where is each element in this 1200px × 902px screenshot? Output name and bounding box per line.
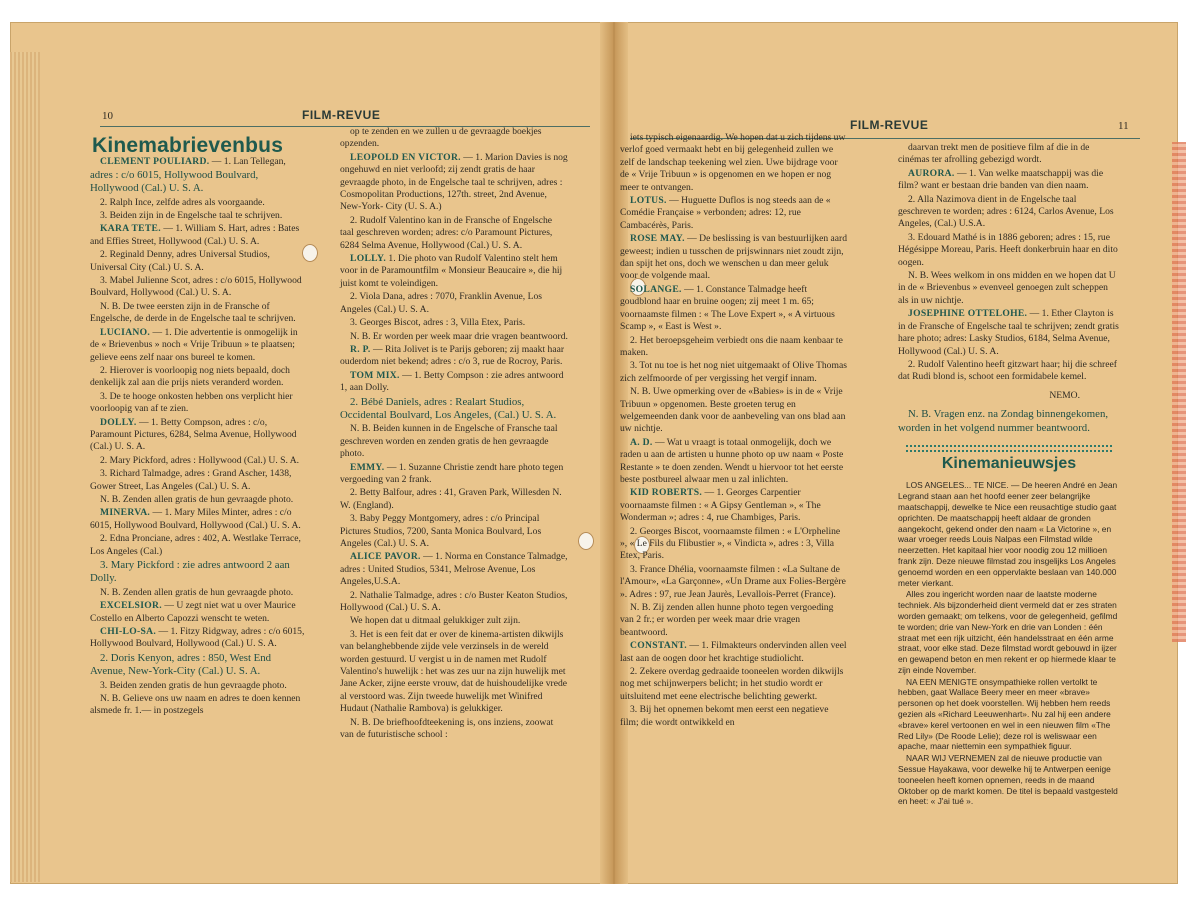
entry-text: 3. Richard Talmadge, adres : Grand Ascher, 1438, Gower Street, Las Angeles (Cal.) U. S. A. <box>90 468 292 492</box>
letter-entry <box>90 365 308 390</box>
column-1 <box>90 134 308 719</box>
entry-text: — 1. Suzanne Christie zendt hare photo tegen vergoeding van 2 frank. <box>340 461 564 485</box>
entry-text: 2. Rudolf Valentino kan in de Fransche of Engelsche taal geschreven worden; adres: c/o Paramount Pictures, 6284 Selma Avenue, Hollywood (Cal.) U. S. A. <box>340 214 553 251</box>
page-edge-stain <box>1172 142 1186 642</box>
correspondent-name: MINERVA. <box>100 507 151 519</box>
entry-text: 2. Betty Balfour, adres : 41, Graven Park, Willesden N. W. (England). <box>340 487 562 511</box>
section-title: Kinemanieuwsjes <box>941 454 1077 472</box>
letter-entry <box>90 693 308 718</box>
entry-text: N. B. Zenden allen gratis de hun gevraagde photo. <box>100 493 294 505</box>
letter-entry <box>620 233 848 283</box>
letter-entry <box>620 640 848 665</box>
correspondent-name: LOLLY. <box>350 253 387 265</box>
letter-entry <box>620 195 848 232</box>
entry-text: 3. Het is een feit dat er over de kinema-artisten dikwijls van belanghebbende zijde vele verzinsels in de wereld worden gestuurd. U vergist u in de namen met Rudolf Valentino's huwelijk : het was zes uur na zijn huwelijk met Jane Acker, zijne eerste vrouw, dat de huishoudelijke vrede al verstoord was. Zijn tweede huwelijk met Winifred Hudaut (Nathalie Rambova) is gelukkiger. <box>340 628 568 715</box>
letter-entry <box>340 551 568 588</box>
column-3 <box>620 132 848 730</box>
entry-text: op te zenden en we zullen u de gevraagde boekjes opzenden. <box>340 126 542 150</box>
letter-entry <box>620 132 848 194</box>
news-item: LOS ANGELES... TE NICE. — De heeren André en Jean Legrand staan aan het hoofd eener zeer belangrijke maatschappij, dewelke te Nice een reusachtige studio gaat oprichten. De maatschappij heeft aldaar de gronden aangekocht, gekend onder den naam « La Victorine », en waar vroeger reeds Louis Nalpas een Filmstad wilde neerzetten. Het kapitaal hier voor noodig zou 12 millioen frank zijn. Deze nieuwe filmstad zou insgelijks Los Angeles genoemd worden en een oppervlakte beslaan van 140.000 meter vierkant. <box>898 480 1118 588</box>
correspondent-name: KARA TETE. <box>100 223 161 235</box>
entry-text: — 1. Betty Compson, adres : c/o, Paramount Pictures, 6284, Selma Avenue, Hollywood (Cal.) U. S. A. <box>90 416 297 453</box>
letter-entry <box>90 600 308 625</box>
letter-entry <box>90 391 308 416</box>
letter-entry <box>620 437 848 487</box>
letter-entry <box>90 301 308 326</box>
letter-entry <box>620 602 848 639</box>
correspondent-name: ALICE PAVOR. <box>350 551 421 563</box>
signoff: NEMO. <box>1049 389 1080 401</box>
letter-entry <box>620 666 848 703</box>
entry-text: 2. Georges Biscot, voornaamste filmen : « L'Orpheline », « Le Fils du Flibustier », « Vindicta », adres : 3, Villa Etex, Paris. <box>620 525 841 562</box>
entry-text: 2. Viola Dana, adres : 7070, Franklin Avenue, Los Angeles (Cal.) U. S. A. <box>340 291 542 315</box>
entry-text: 1. Die photo van Rudolf Valentino stelt hem voor in de Paramountfilm « Monsieur Beaucaire », die hij juist komt te voleindigen. <box>340 253 563 289</box>
letter-entry <box>620 284 848 334</box>
correspondent-name: CHI-LO-SA. <box>100 626 157 638</box>
letter-entry <box>90 507 308 532</box>
column-4 <box>898 142 1120 808</box>
correspondent-name: R. P. <box>350 343 371 355</box>
news-item: NA EEN MENIGTE onsympathieke rollen vertolkt te hebben, gaat Wallace Beery meer en meer «brave» personen op het doek voorstellen. Wij hebben hem reeds gezien als «Richard Leeuwenhart». Nu zal hij een andere «brave» kerel vertoonen en wel in een nieuwen film «The Red Lily» (De Roode Lelie); deze rol is weliswaar een apache, maar niettemin een sympathiek figuur. <box>898 676 1111 752</box>
entry-text: 2. Edna Pronciane, adres : 402, A. Westlake Terrace, Los Angeles (Cal.) <box>90 533 301 557</box>
news-column <box>898 480 1120 807</box>
letter-entry <box>898 232 1120 269</box>
page-number-left: 10 <box>102 110 113 122</box>
letter-entry <box>90 533 308 558</box>
letter-entry <box>90 210 308 222</box>
entry-text: 2. Het beroepsgeheim verbiedt ons die naam kenbaar te maken. <box>620 334 843 358</box>
entry-text: iets typisch eigenaardig. We hopen dat u zich tijdens uw verlof goed vermaakt hebt en bij gelegenheid zullen we zelf de landschap teekening wel zien. Uwe bijdrage voor de « Vrije Tribuun » is opgenomen en we hopen er nog meer te ontvangen. <box>620 132 846 193</box>
letter-entry <box>340 344 568 369</box>
entry-text: N. B. Zij zenden allen hunne photo tegen vergoeding van 2 fr.; er worden per week maar drie vragen beantwoord. <box>620 602 834 638</box>
entry-text: 2. Reginald Denny, adres Universal Studios, Universal City (Cal.) U. S. A. <box>90 249 270 273</box>
letter-entry <box>90 587 308 599</box>
news-item: Alles zou ingericht worden naar de laatste moderne techniek. Als bijzonderheid dient vermeld dat er zes straten worden gemaakt; om telkens, voor de gelegenheid, gefilmd te worden; drie van New-York en drie van Londen : één straat met een rijk uitzicht, één handelsstraat en één arme straat, voor elke stad. Deze filmstad wordt gebouwd in ijzer en gewapend beton en men rekent er op hiermede klaar te zijn einde November. <box>898 589 1118 675</box>
masthead: Kinemabrievenbus <box>92 134 284 157</box>
entry-text: 3. Beiden zenden gratis de hun gevraagde photo. <box>100 679 287 691</box>
entry-text: 2. Mary Pickford, adres : Hollywood (Cal.) U. S. A. <box>100 454 300 466</box>
entry-text: N. B. Zenden allen gratis de hun gevraagde photo. <box>100 586 294 598</box>
letter-entry <box>898 308 1120 358</box>
entry-text: N. B. De twee eersten zijn in de Fransche of Engelsche, de derde in de Engelsche taal te schrijven. <box>90 300 296 325</box>
entry-text: — 1. William S. Hart, adres : Bates and Effies Street, Hollywood (Cal.) U. S. A. <box>90 223 300 247</box>
news-item: NAAR WIJ VERNEMEN zal de nieuwe productie van Sessue Hayakawa, voor dewelke hij te Antwerpen eenige tooneelen heeft komen opnemen, reeds in de maand Oktober op de markt komen. De titel is bepaald vastgesteld en heet: « J'ai tué ». <box>898 753 1118 807</box>
letter-entry <box>340 615 568 627</box>
letter-entry <box>898 142 1120 167</box>
letter-entry <box>620 386 848 436</box>
correspondent-name: LUCIANO. <box>100 326 151 338</box>
entry-text: 3. Tot nu toe is het nog niet uitgemaakt of Olive Thomas zich zelfmoorde of per vergissing het vergif innam. <box>620 360 847 384</box>
letter-entry <box>90 468 308 493</box>
column-4-entries <box>898 142 1120 384</box>
highlighted-address: 3. Mary Pickford : zie adres antwoord 2 aan Dolly. <box>90 559 290 585</box>
entry-text: — 1. Filmakteurs ondervinden allen veel last aan de oogen door het krachtige studiolicht. <box>620 640 847 664</box>
highlighted-address: 2. Doris Kenyon, adres : 850, West End Avenue, New-York-City (Cal.) U. S. A. <box>90 651 272 678</box>
entry-text: 3. Mabel Julienne Scot, adres : c/o 6015, Hollywood Boulvard, Hollywood (Cal.) U. S. A. <box>90 275 302 299</box>
entry-text: — 1. Fitzy Ridgway, adres : c/o 6015, Hollywood Boulvard, Hollywood (Cal.) U. S. A. <box>90 626 305 650</box>
letter-entry <box>340 462 568 487</box>
letter-entry <box>898 270 1120 307</box>
entry-text: 3. Baby Peggy Montgomery, adres : c/o Principal Pictures Studios, 7200, Santa Monica Boulvard, Los Angeles (Cal.) U. S. A. <box>340 513 542 549</box>
letter-entry <box>340 370 568 395</box>
entry-text: 2. Rudolf Valentino heeft gitzwart haar; hij die schreef dat Rudi blond is, schoot een formidabele kemel. <box>898 358 1117 383</box>
correspondent-name: JOSEPHINE OTTELOHE. <box>908 308 1028 320</box>
letter-entry <box>340 253 568 290</box>
letter-entry <box>90 156 308 195</box>
correspondent-name: EXCELSIOR. <box>100 600 162 612</box>
entry-text: daarvan trekt men de positieve film af die in de cinémas ter afrolling gebezigd wordt. <box>898 142 1090 166</box>
letter-entry <box>90 223 308 248</box>
letter-entry <box>340 396 568 423</box>
letter-entry <box>898 194 1120 231</box>
letter-entry <box>90 652 308 679</box>
entry-text: 2. Hierover is voorloopig nog niets bepaald, doch denkelijk zal aan die prijs niets veranderd worden. <box>90 364 290 389</box>
correspondent-name: TOM MIX. <box>350 369 400 381</box>
letter-entry <box>620 704 848 729</box>
letter-entry <box>90 275 308 300</box>
entry-text: 2. Alla Nazimova dient in de Engelsche taal geschreven te worden; adres : 6124, Carlos Avenue, Los Angeles, (Cal.) U.S.A. <box>898 193 1114 230</box>
entry-text: 3. France Dhélia, voornaamste filmen : «La Sultane de l'Amour», «La Garçonne», «Un Drame aux Folies-Bergère ». Adres : 97, rue Jean Jaurès, Levallois-Perret (France). <box>620 563 846 600</box>
entry-text: — De beslissing is van bestuurlijken aard geweest; indien u tusschen de prijswinnars niet zoudt zijn, dan spijt het ons, doch we wenschen u dan meer geluk voor de volgende maal. <box>620 233 848 282</box>
correspondent-name: DOLLY. <box>100 416 137 428</box>
letter-entry <box>620 335 848 360</box>
entry-text: 3. Beiden zijn in de Engelsche taal te schrijven. <box>100 210 283 222</box>
letter-entry <box>340 215 568 252</box>
letter-entry <box>90 327 308 364</box>
letter-entry <box>90 417 308 454</box>
correspondent-name: AURORA. <box>908 167 955 179</box>
letter-entry <box>340 152 568 214</box>
highlighted-address: adres : c/o 6015, Hollywood Boulvard, Hollywood (Cal.) U. S. A. <box>90 168 259 195</box>
letter-entry <box>90 249 308 274</box>
entry-text: — 1. Marion Davies is nog ongehuwd en niet verloofd; zij zendt gratis de haar gevraagde photo, in de Engelsche taal te schrijven, adres : Cosmopolitan Productions, 127th. street, 2nd Avenue, New-York- City (U. S. A.) <box>340 151 568 213</box>
letter-entry <box>898 168 1120 193</box>
letter-entry <box>340 317 568 329</box>
entry-text: — 1. Georges Carpentier voornaamste filmen : « A Gipsy Gentleman », « The Wonderman »; adres : 4, rue Chambiges, Paris. <box>620 487 821 524</box>
correspondent-name: LOTUS. <box>630 195 667 207</box>
entry-text: — 1. Constance Talmadge heeft goudblond haar en bruine oogen; zij meet 1 m. 65; voornaamste filmen : « The Love Expert », « A virtuous Scamp », « East is West ». <box>620 283 835 333</box>
entry-text: — 1. Ether Clayton is in de Fransche of Engelsche taal te schrijven; zendt gratis hare photo; adres: Lasky Studios, 6184, Selma Avenue, Hollywood (Cal.) U. S. A. <box>898 308 1119 357</box>
entry-text: — 1. Norma en Constance Talmadge, adres : United Studios, 5341, Melrose Avenue, Los Angeles,U.S.A. <box>340 551 568 588</box>
entry-text: N. B. Er worden per week maar drie vragen beantwoord. <box>350 330 568 342</box>
entry-text: N. B. De briefhoofdteekening is, ons inziens, zoowat van de futuristische school : <box>340 716 554 741</box>
letter-entry <box>340 513 568 550</box>
letter-entry <box>898 359 1120 384</box>
letter-entry <box>90 455 308 467</box>
entry-text: 2. Ralph Ince, zelfde adres als voorgaande. <box>100 196 265 208</box>
letter-entry <box>340 331 568 343</box>
correspondent-name: EMMY. <box>350 461 385 473</box>
punch-hole <box>578 532 594 550</box>
closing-note: N. B. Vragen enz. na Zondag binnengekomen, worden in het volgend nummer beantwoord. <box>898 408 1109 434</box>
entry-text: 3. De te hooge onkosten hebben ons verplicht hier voorloopig van af te zien. <box>90 390 293 415</box>
entry-text: — 1. Lan Tellegan, <box>209 156 286 168</box>
running-head-left: FILM-REVUE <box>302 108 381 122</box>
letter-entry <box>340 717 568 742</box>
letter-entry <box>90 626 308 651</box>
entry-text: 2. Nathalie Talmadge, adres : c/o Buster Keaton Studios, Hollywood (Cal.) U. S. A. <box>340 589 568 614</box>
entry-text: 2. Zekere overdag gedraaide tooneelen worden dikwijls nog met schijnwerpers belicht; in het studio wordt er uitsluitend met eene electrische belichting gewerkt. <box>620 666 844 702</box>
correspondent-name: LEOPOLD EN VICTOR. <box>350 151 461 163</box>
magazine-spread <box>10 22 1178 884</box>
entry-text: — 1. Die advertentie is onmogelijk in de « Brievenbus » noch « Vrije Tribuun » te plaatsen; gelieve eens zelf naar ons bureel te komen. <box>90 326 298 363</box>
entry-text: N. B. Beiden kunnen in de Engelsche of Fransche taal geschreven worden en zenden gratis de hen gevraagde photo. <box>340 423 558 460</box>
correspondent-name: A. D. <box>630 436 653 448</box>
letter-entry <box>90 494 308 506</box>
entry-text: — 1. Betty Compson : zie adres antwoord 1, aan Dolly. <box>340 369 564 394</box>
letter-entry <box>340 629 568 716</box>
entry-text: — Rita Jolivet is te Parijs geboren; zij maakt haar ouderdom niet bekend; adres : c/o 3, rue de Rocroy, Paris. <box>340 343 565 368</box>
entry-text: 3. Bij het opnemen bekomt men eerst een negatieve film; die wordt ontwikkeld en <box>620 704 829 728</box>
letter-entry <box>620 564 848 601</box>
entry-text: — Huguette Duflos is nog steeds aan de « Comédie Française » verbonden; adres: 12, rue Cambacérès, Paris. <box>620 195 831 231</box>
entry-text: — 1. Mary Miles Minter, adres : c/o 6015, Hollywood Boulvard, Hollywood (Cal.) U. S. A. <box>90 507 301 531</box>
ornament-divider <box>906 445 1112 452</box>
correspondent-name: CONSTANT. <box>630 640 687 652</box>
letter-entry <box>340 590 568 615</box>
page-number-right: 11 <box>1118 120 1129 132</box>
entry-text: — 1. Van welke maatschappij was die film? want er bestaan drie banden van dien naam. <box>898 167 1104 192</box>
letter-entry <box>620 487 848 524</box>
correspondent-name: CLEMENT POULIARD. <box>100 156 210 168</box>
entry-text: N. B. Uwe opmerking over de «Babies» is in de « Vrije Tribuun » opgenomen. Beste groeten terug en welgemeenden dank voor de aanbeveling van ons blad aan uw nichtje. <box>620 386 846 435</box>
correspondent-name: ROSE MAY. <box>630 233 685 245</box>
letter-entry <box>90 680 308 692</box>
letter-entry <box>340 291 568 316</box>
highlighted-address: 2. Bébé Daniels, adres : Realart Studios, Occidental Boulvard, Los Angeles, (Cal.) U. S. A. <box>340 395 557 421</box>
entry-text: 3. Georges Biscot, adres : 3, Villa Etex, Paris. <box>350 317 526 329</box>
letter-entry <box>90 559 308 586</box>
letter-entry <box>340 487 568 512</box>
letter-entry <box>340 423 568 460</box>
entry-text: — Wat u vraagt is totaal onmogelijk, doch we raden u aan de artisten u hunne photo op uw naam « Poste Restante » te doen zenden. Wendt u hiervoor tot het eerste beste postbureel alwaar men u zal inlichten. <box>620 436 844 485</box>
stacked-page-edges <box>10 52 40 882</box>
running-head-right: FILM-REVUE <box>850 118 929 132</box>
letter-entry <box>620 526 848 563</box>
entry-text: — U zegt niet wat u over Maurice Costello en Alberto Capozzi wenscht te weten. <box>90 600 296 624</box>
correspondent-name: SOLANGE. <box>630 283 682 295</box>
letter-entry <box>340 126 568 151</box>
entry-text: N. B. Wees welkom in ons midden en we hopen dat U in de « Brievenbus » evenveel genoegen zult scheppen als in uw nichtje. <box>898 270 1116 306</box>
entry-text: N. B. Gelieve ons uw naam en adres te doen kennen alsmede fr. 1.— in postzegels <box>90 693 301 717</box>
letter-entry <box>90 197 308 209</box>
column-2 <box>340 126 568 743</box>
entry-text: We hopen dat u ditmaal gelukkiger zult zijn. <box>350 615 521 627</box>
letter-entry <box>620 360 848 385</box>
correspondent-name: KID ROBERTS. <box>630 487 703 499</box>
entry-text: 3. Edouard Mathé is in 1886 geboren; adres : 15, rue Hégésippe Moreau, Paris. Heeft donkerbruin haar en dito oogen. <box>898 231 1118 268</box>
